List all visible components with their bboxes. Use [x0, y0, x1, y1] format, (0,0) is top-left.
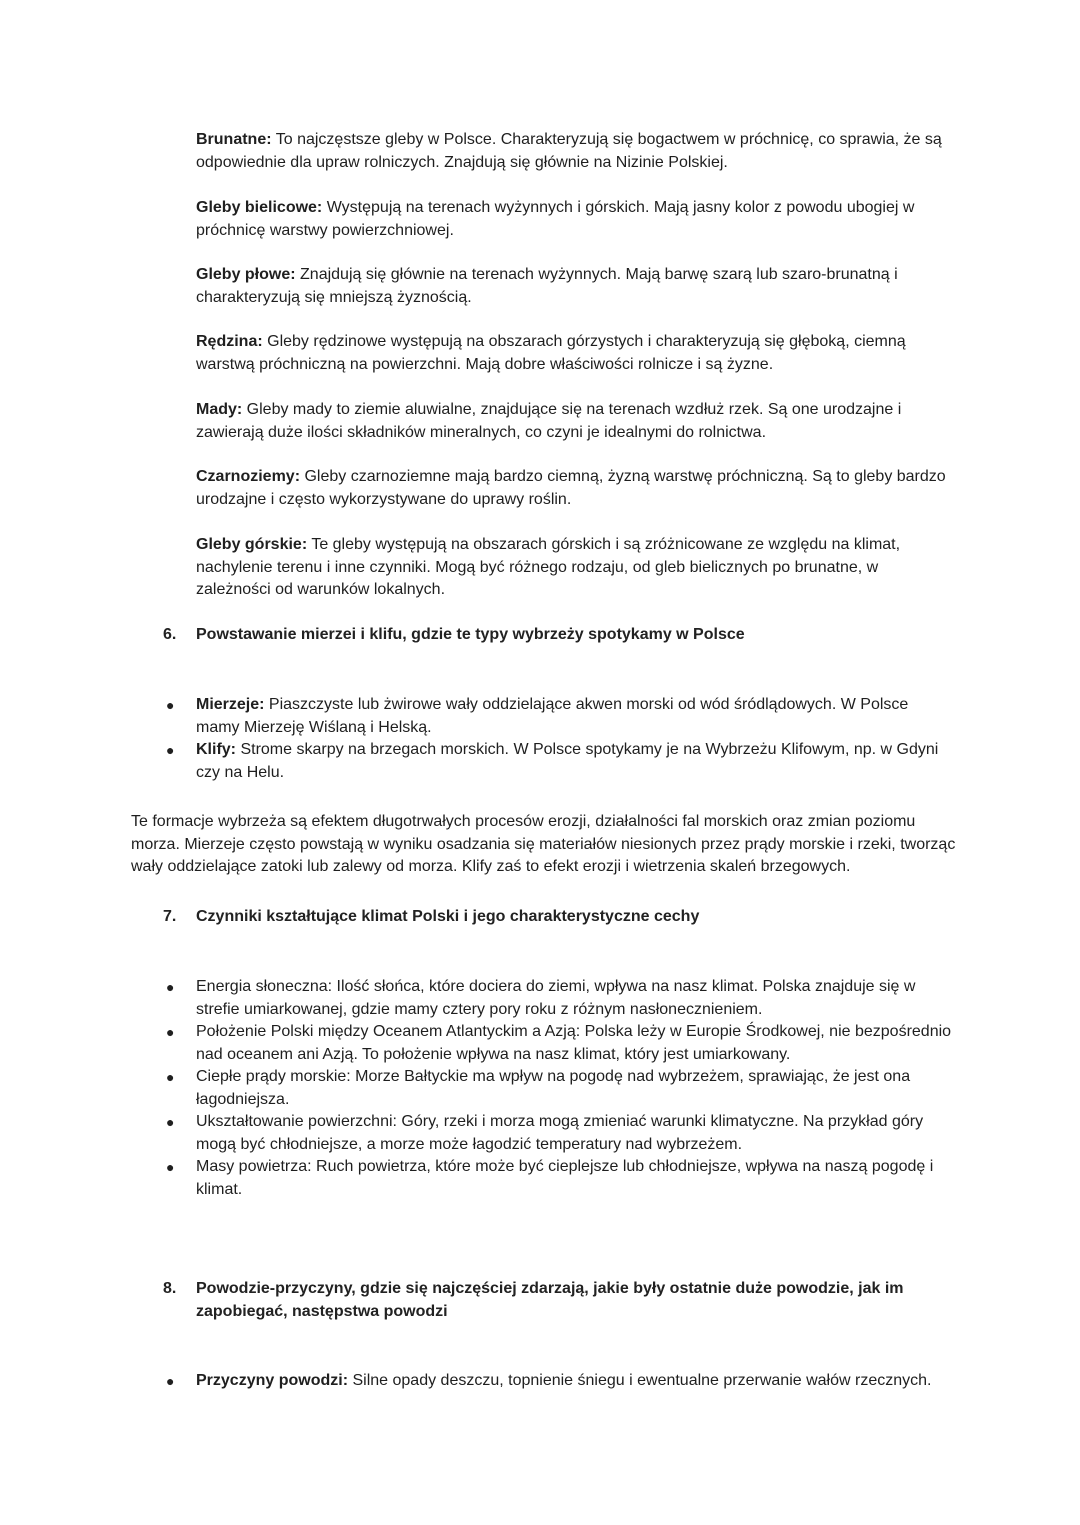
section-title: Czynniki kształtujące klimat Polski i jego charakterystyczne cechy — [196, 908, 700, 925]
bullet-text: Silne opady deszczu, topnienie śniegu i ewentualne przerwanie wałów rzecznych. — [348, 1372, 932, 1389]
bullet-icon: ● — [166, 1373, 175, 1389]
soil-brunatne — [196, 129, 956, 174]
soil-description: Znajdują się głównie na terenach wyżynnych. Mają barwę szarą lub szaro-brunatną i charakteryzują się mniejszą żyznością. — [196, 266, 898, 306]
bullet-text: Strome skarpy na brzegach morskich. W Polsce spotykamy je na Wybrzeżu Klifowym, np. w Gdyni czy na Helu. — [196, 741, 939, 781]
soil-description: Gleby mady to ziemie aluwialne, znajdujące się na terenach wzdłuż rzek. Są one urodzajne i zawierają duże ilości składników mineralnych, co czyni je idealnymi do rolnictwa. — [196, 401, 902, 441]
section-6-heading — [163, 624, 963, 647]
bullet-icon: ● — [166, 1069, 175, 1085]
section-title: Powodzie-przyczyny, gdzie się najczęściej zdarzają, jakie były ostatnie duże powodzie, jak im zapobiegać, następstwa powodzi — [196, 1280, 904, 1320]
bullet-text: Położenie Polski między Oceanem Atlantyckim a Azją: Polska leży w Europie Środkowej, nie bezpośrednio nad oceanem ani Azją. To położenie wpływa na nasz klimat, który jest umiarkowany. — [196, 1023, 952, 1063]
soil-term: Gleby płowe: — [196, 266, 296, 283]
soil-czarnoziemy — [196, 466, 956, 511]
soil-gorskie — [196, 534, 956, 602]
soil-plowe — [196, 264, 956, 309]
bullet-icon: ● — [166, 697, 175, 713]
section-number: 7. — [163, 908, 177, 925]
section-6-paragraph: Te formacje wybrzeża są efektem długotrwałych procesów erozji, działalności fal morskich oraz zmian poziomu morza. Mierzeje często powstają w wyniku osadzania się materiałów niesionych przez prądy morskie i rzeki, tworząc wały oddzielające zatoki lub zalewy od morza. Klify zaś to efekt erozji i wietrzenia skaleń brzegowych. — [131, 813, 956, 875]
bullet-term: Klify: — [196, 741, 236, 758]
soil-mady — [196, 399, 956, 444]
section-number: 8. — [163, 1280, 177, 1297]
bullet-text: Energia słoneczna: Ilość słońca, które dociera do ziemi, wpływa na nasz klimat. Polska znajduje się w strefie umiarkowanej, gdzie mamy cztery pory roku z różnym nasłonecznieniem. — [196, 978, 916, 1018]
soil-description: Te gleby występują na obszarach górskich i są zróżnicowane ze względu na klimat, nachylenie terenu i inne czynniki. Mogą być różnego rodzaju, od gleb bielicznych po brunatne, w zależności od warunków lokalnych. — [196, 536, 901, 598]
soil-description: Gleby rędzinowe występują na obszarach górzystych i charakteryzują się głęboką, ciemną warstwą próchniczną na powierzchni. Mają dobre właściwości rolnicze i są żyzne. — [196, 333, 906, 373]
bullet-icon: ● — [166, 742, 175, 758]
bullet-icon: ● — [166, 979, 175, 995]
soil-term: Czarnoziemy: — [196, 468, 301, 485]
section-7-heading — [163, 906, 963, 929]
soil-term: Mady: — [196, 401, 243, 418]
soil-term: Gleby górskie: — [196, 536, 308, 553]
soil-term: Gleby bielicowe: — [196, 199, 323, 216]
soil-description: To najczęstsze gleby w Polsce. Charakteryzują się bogactwem w próchnicę, co sprawia, że są odpowiednie dla upraw rolniczych. Znajdują się głównie na Nizinie Polskiej. — [196, 131, 942, 171]
bullet-term: Mierzeje: — [196, 696, 265, 713]
bullet-term: Przyczyny powodzi: — [196, 1372, 349, 1389]
bullet-text: Ciepłe prądy morskie: Morze Bałtyckie ma wpływ na pogodę nad wybrzeżem, sprawiając, że jest ona łagodniejsza. — [196, 1068, 911, 1108]
section-number: 6. — [163, 626, 177, 643]
soil-term: Brunatne: — [196, 131, 272, 148]
bullet-icon: ● — [166, 1159, 175, 1175]
bullet-text: Ukształtowanie powierzchni: Góry, rzeki i morza mogą zmieniać warunki klimatyczne. Na przykład góry mogą być chłodniejsze, a morze może łagodzić temperatury nad wybrzeżem. — [196, 1113, 924, 1153]
bullet-text: Masy powietrza: Ruch powietrza, które może być cieplejsze lub chłodniejsze, wpływa na naszą pogodę i klimat. — [196, 1158, 934, 1198]
bullet-icon: ● — [166, 1024, 175, 1040]
section-title: Powstawanie mierzei i klifu, gdzie te typy wybrzeży spotykamy w Polsce — [196, 626, 745, 643]
soil-term: Rędzina: — [196, 333, 263, 350]
soil-description: Występują na terenach wyżynnych i górskich. Mają jasny kolor z powodu ubogiej w próchnicę warstwy powierzchniowej. — [196, 199, 915, 239]
bullet-text: Piaszczyste lub żwirowe wały oddzielające akwen morski od wód śródlądowych. W Polsce mamy Mierzeję Wiślaną i Helską. — [196, 696, 909, 736]
soil-description: Gleby czarnoziemne mają bardzo ciemną, żyzną warstwę próchniczną. Są to gleby bardzo urodzajne i często wykorzystywane do uprawy roślin. — [196, 468, 946, 508]
section-8-heading — [163, 1278, 963, 1323]
soil-redzina — [196, 331, 956, 376]
soil-bielicowe — [196, 197, 956, 242]
bullet-icon: ● — [166, 1114, 175, 1130]
